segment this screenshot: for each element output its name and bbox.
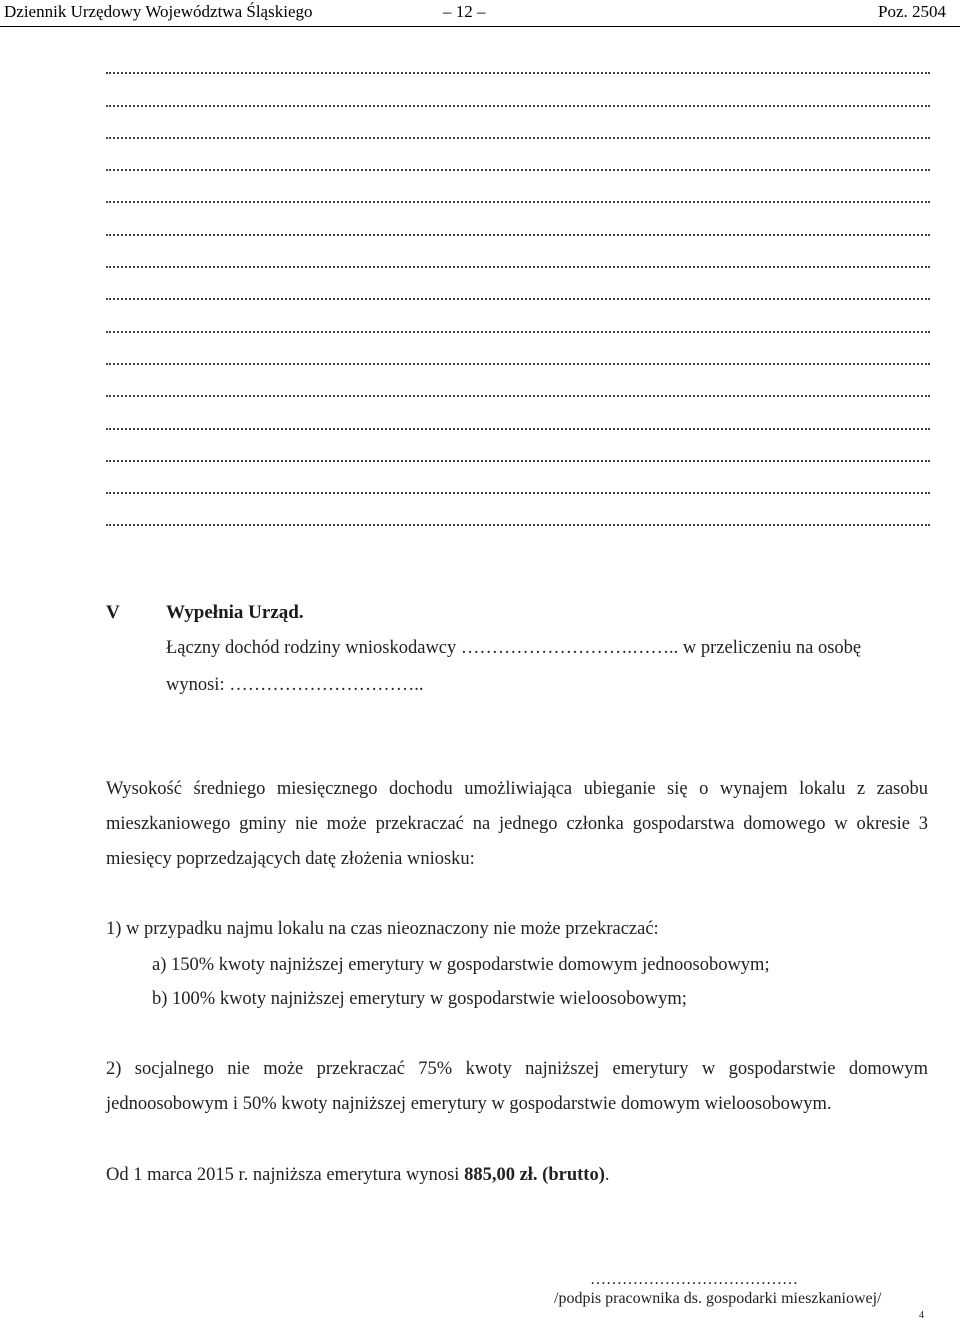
pension-line — [106, 1165, 610, 1186]
blank-line — [106, 310, 930, 342]
blank-line — [106, 278, 930, 310]
rule-2: 2) socjalnego nie może przekraczać 75% kwoty najniższej emerytury w gospodarstwie domowym jednoosobowym i 50% kwoty najniższej emerytury w gospodarstwie domowym wieloosobowym. — [106, 1059, 928, 1114]
corner-mark: 4 — [919, 1310, 924, 1321]
blank-line — [106, 504, 930, 536]
rule-1b: b) 100% kwoty najniższej emerytury w gospodarstwie wieloosobowym; — [152, 989, 687, 1009]
income-per-person-line: wynosi: ………………………….. — [166, 675, 424, 695]
signature-label: /podpis pracownika ds. gospodarki mieszkaniowej/ — [554, 1290, 882, 1307]
pension-amount: 885,00 zł. (brutto) — [464, 1165, 605, 1185]
section-number: V — [106, 602, 120, 623]
blank-line — [106, 149, 930, 181]
pension-prefix: Od 1 marca 2015 r. najniższa emerytura wynosi — [106, 1165, 465, 1185]
income-total-line: Łączny dochód rodziny wnioskodawcy ……………………….…….. w przeliczeniu na osobę — [166, 638, 862, 658]
pension-suffix: . — [604, 1165, 610, 1185]
blank-line — [106, 52, 930, 84]
income-limit-paragraph: Wysokość średniego miesięcznego dochodu umożliwiająca ubieganie się o wynajem lokalu z zasobu mieszkaniowego gminy nie może przekraczać na jednego członka gospodarstwa domowego w okresie 3 miesięcy poprzedzających datę złożenia wniosku: — [106, 779, 928, 869]
blank-line — [106, 117, 930, 149]
rule-1a: a) 150% kwoty najniższej emerytury w gospodarstwie domowym jednoosobowym; — [152, 955, 770, 975]
blank-line — [106, 407, 930, 439]
blank-lines — [106, 52, 930, 536]
section-title: Wypełnia Urząd. — [166, 602, 304, 623]
page-number: – 12 – — [443, 2, 486, 21]
signature-line: ………………………………… — [590, 1271, 798, 1288]
page-header — [0, 0, 960, 27]
blank-line — [106, 440, 930, 472]
blank-line — [106, 246, 930, 278]
blank-line — [106, 343, 930, 375]
position-number: Poz. 2504 — [878, 2, 946, 21]
blank-line — [106, 472, 930, 504]
journal-title: Dziennik Urzędowy Województwa Śląskiego — [4, 2, 313, 21]
blank-line — [106, 213, 930, 245]
blank-line — [106, 375, 930, 407]
blank-line — [106, 181, 930, 213]
rule-1: 1) w przypadku najmu lokalu na czas nieoznaczony nie może przekraczać: — [106, 919, 659, 939]
blank-line — [106, 84, 930, 116]
